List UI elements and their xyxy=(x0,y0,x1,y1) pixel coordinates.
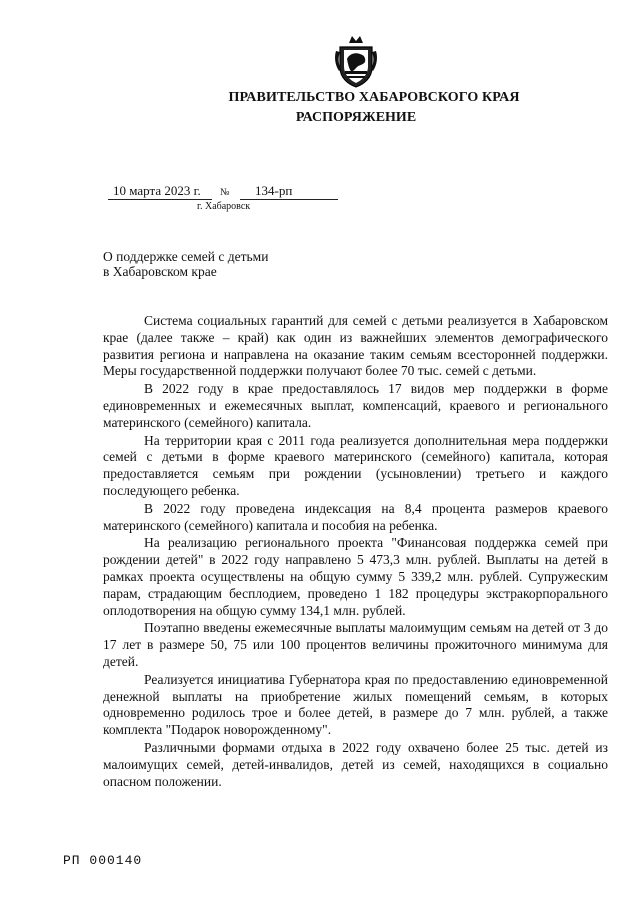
body-paragraph: На территории края с 2011 года реализуется дополнительная мера поддержки семей с детьми в форме краевого материнского (семейного) капитала, которая предоставляется семьям при рождении (усыновлении) третьего и каждого последующего ребенка. xyxy=(103,432,608,498)
number-sign: № xyxy=(220,187,230,198)
coat-of-arms-emblem xyxy=(331,31,381,89)
subject-line: в Хабаровском крае xyxy=(103,264,217,279)
body-paragraph: Реализуется инициатива Губернатора края по предоставлению единовременной денежной выплаты на приобретение жилых помещений семьям, в которых одновременно родилось трое и более детей, в размере до 7 млн. рублей, а также комплекта "Подарок новорожденному". xyxy=(103,671,608,738)
document-type: РАСПОРЯЖЕНИЕ xyxy=(295,110,417,125)
body-paragraph: Поэтапно введены ежемесячные выплаты малоимущим семьям на детей от 3 до 17 лет в размере 50, 75 или 100 процентов величины прожиточного минимума для детей. xyxy=(103,620,608,669)
document-subject xyxy=(103,249,268,279)
body-paragraph: В 2022 году в крае предоставлялось 17 видов мер поддержки в форме единовременных и ежемесячных выплат, компенсаций, краевого и регионального материнского (семейного) капитала. xyxy=(103,381,608,430)
document-body xyxy=(103,313,608,791)
body-paragraph: Различными формами отдыха в 2022 году охвачено более 25 тыс. детей из малоимущих семей, детей-инвалидов, детей из семей, находящихся в социально опасном положении. xyxy=(103,739,608,789)
document-date: 10 марта 2023 г. xyxy=(113,183,201,198)
date-underline xyxy=(108,199,212,200)
body-paragraph: В 2022 году проведена индексация на 8,4 процента размеров краевого материнского (семейного) капитала и пособия на ребенка. xyxy=(103,500,608,533)
number-underline xyxy=(240,199,338,200)
government-title: ПРАВИТЕЛЬСТВО ХАБАРОВСКОГО КРАЯ xyxy=(228,90,520,105)
subject-line: О поддержке семей с детьми xyxy=(103,249,269,264)
body-paragraph: На реализацию регионального проекта "Финансовая поддержка семей при рождении детей" в 2022 году направлено 5 473,3 млн. рублей. Выплаты на детей в рамках проекта осуществлены на общую сумму 5 339,2 млн. рублей. Супружеским парам, страдающим бесплодием, проведено 1 182 процедуры экстракорпорального оплодотворения на общую сумму 134,1 млн. рублей. xyxy=(103,535,608,618)
form-code: РП 000140 xyxy=(63,853,143,868)
city-label: г. Хабаровск xyxy=(197,201,251,212)
document-number: 134-рп xyxy=(255,183,293,198)
body-paragraph: Система социальных гарантий для семей с детьми реализуется в Хабаровском крае (далее также – край) как один из важнейших элементов демографического развития региона и направлена на оказание таким семьям всесторонней поддержки. Меры государственной поддержки получают более 70 тыс. семей с детьми. xyxy=(103,313,608,379)
